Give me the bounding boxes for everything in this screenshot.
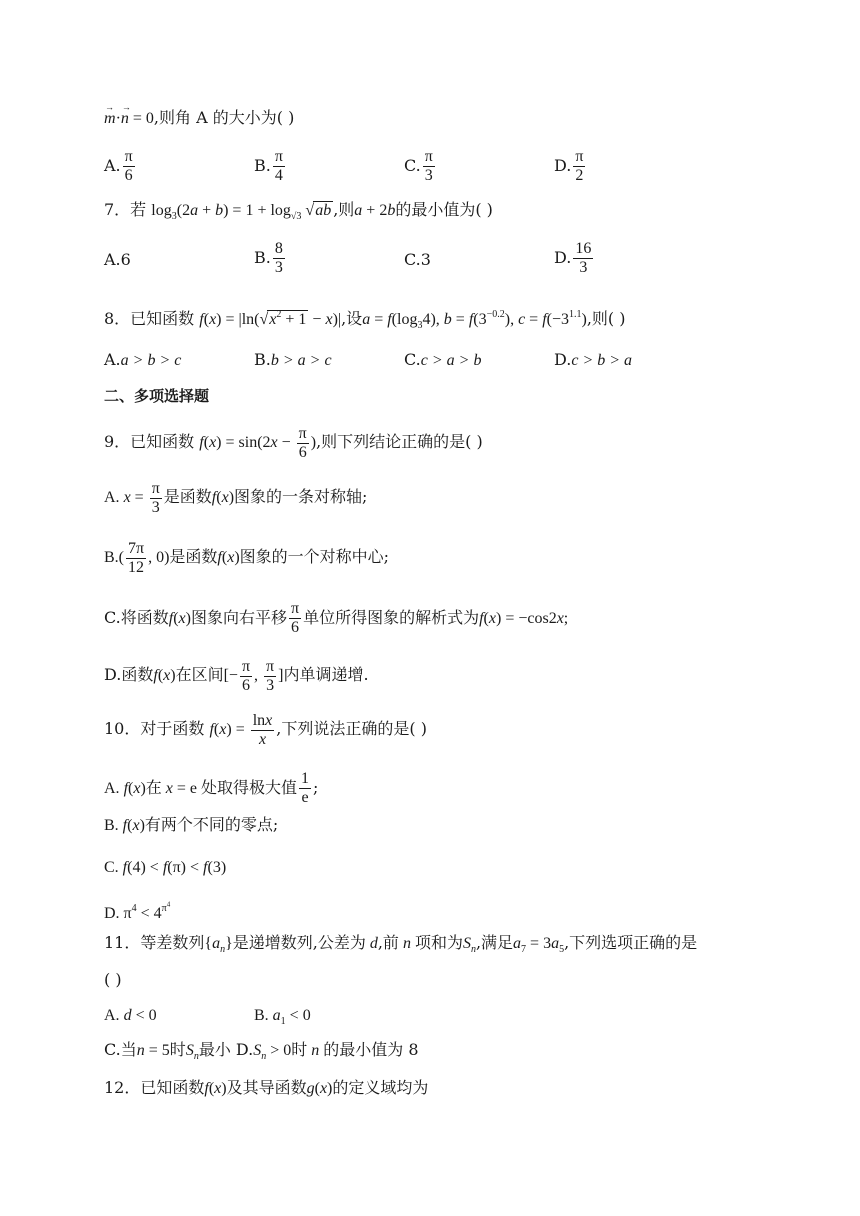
q10-option-c: C. f(4) < f(π) < f(3) xyxy=(104,859,227,876)
q11-stem: 11．等差数列$\{a_n\}$是递增数列,公差为 d,前 n 项和为$S_n$,满足$a_7 = 3a_5$,下列选项正确的是 xyxy=(104,933,698,955)
q6-option-c: C. $\frac{\pi}{3}$ xyxy=(404,148,433,184)
q7-option-b: B. $\frac{8}{3}$ xyxy=(254,240,283,276)
q8-option-b: B.b > a > c xyxy=(254,350,332,369)
q12-stem: 12．已知函数f(x)及其导函数g(x)的定义域均为 xyxy=(104,1078,429,1097)
q10-option-b: B. f(x)有两个不同的零点; xyxy=(104,815,279,834)
q9-option-a: A. x = $\frac{\pi}{3}$ 是函数f(x)图象的一条对称轴; xyxy=(104,480,368,516)
q10-stem: 10．对于函数 f(x) = $\frac{\ln x}{x}$ ,下列说法正确的是( ) xyxy=(104,712,427,748)
q9-option-d: D.函数f(x)在区间[− $\frac{\pi}{6}$ , $\frac{\pi}{3}$ ]内单调递增. xyxy=(104,658,369,694)
q9-option-b: B.( $\frac{7\pi}{12}$ , 0)是函数f(x)图象的一个对称中心; xyxy=(104,540,390,576)
q7-option-a: A.6 xyxy=(104,250,131,269)
q8-stem: 8．已知函数 $f(x) = |\ln(√x^2 + 1 - x)|$,设$a = f(\log_34)$, $b = f(3^{-0.2})$, $c = f(-3^{1.1})$,则( ) xyxy=(104,309,626,331)
q6-text: ,则角 A 的大小为( ) xyxy=(153,108,295,127)
q8-option-d: D.c > b > a xyxy=(554,350,633,369)
q6-option-b: B. $\frac{\pi}{4}$ xyxy=(254,148,283,184)
q9-stem: 9．已知函数 f(x) = sin(2x − $\frac{\pi}{6}$ ),则下列结论正确的是( ) xyxy=(104,425,483,461)
q6-condition: → m·→ n = 0,则角 A 的大小为( ) xyxy=(104,108,294,129)
section-heading: 二、多项选择题 xyxy=(104,387,210,405)
q11-options-cd: C.当n = 5时$S_n$最小 $D.S_n > 0$时 n 的最小值为 8 xyxy=(104,1040,419,1062)
q7-option-c: C.3 xyxy=(404,250,431,269)
q8-option-a: A.a > b > c xyxy=(104,350,182,369)
q6-option-d: D. $\frac{\pi}{2}$ xyxy=(554,148,584,184)
q11-option-a: A. d < 0 xyxy=(104,1007,157,1024)
q9-option-c: C.将函数f(x)图象向右平移 $\frac{\pi}{6}$ 单位所得图象的解析式为f(x) = −cos2x; xyxy=(104,600,569,636)
q8-option-c: C.c > a > b xyxy=(404,350,482,369)
q6-option-a: A. $\frac{\pi}{6}$ xyxy=(104,148,133,184)
q11-option-b: B. $a_1 < 0$ xyxy=(254,1007,311,1027)
q10-option-a: A. f(x)在 x = e 处取得极大值 $\frac{1}{e}$ ; xyxy=(104,770,319,806)
q7-stem: 7．若 $\log_3(2a + b) = 1 + \log_{√3} √ab$ ,则a + 2b的最小值为( ) xyxy=(104,200,493,222)
q11-paren: ( ) xyxy=(104,970,122,989)
q10-option-d: D. $\pi^4 < 4^{\pi^4}$ xyxy=(104,901,171,923)
q7-option-d: D. $\frac{16}{3}$ xyxy=(554,240,592,276)
